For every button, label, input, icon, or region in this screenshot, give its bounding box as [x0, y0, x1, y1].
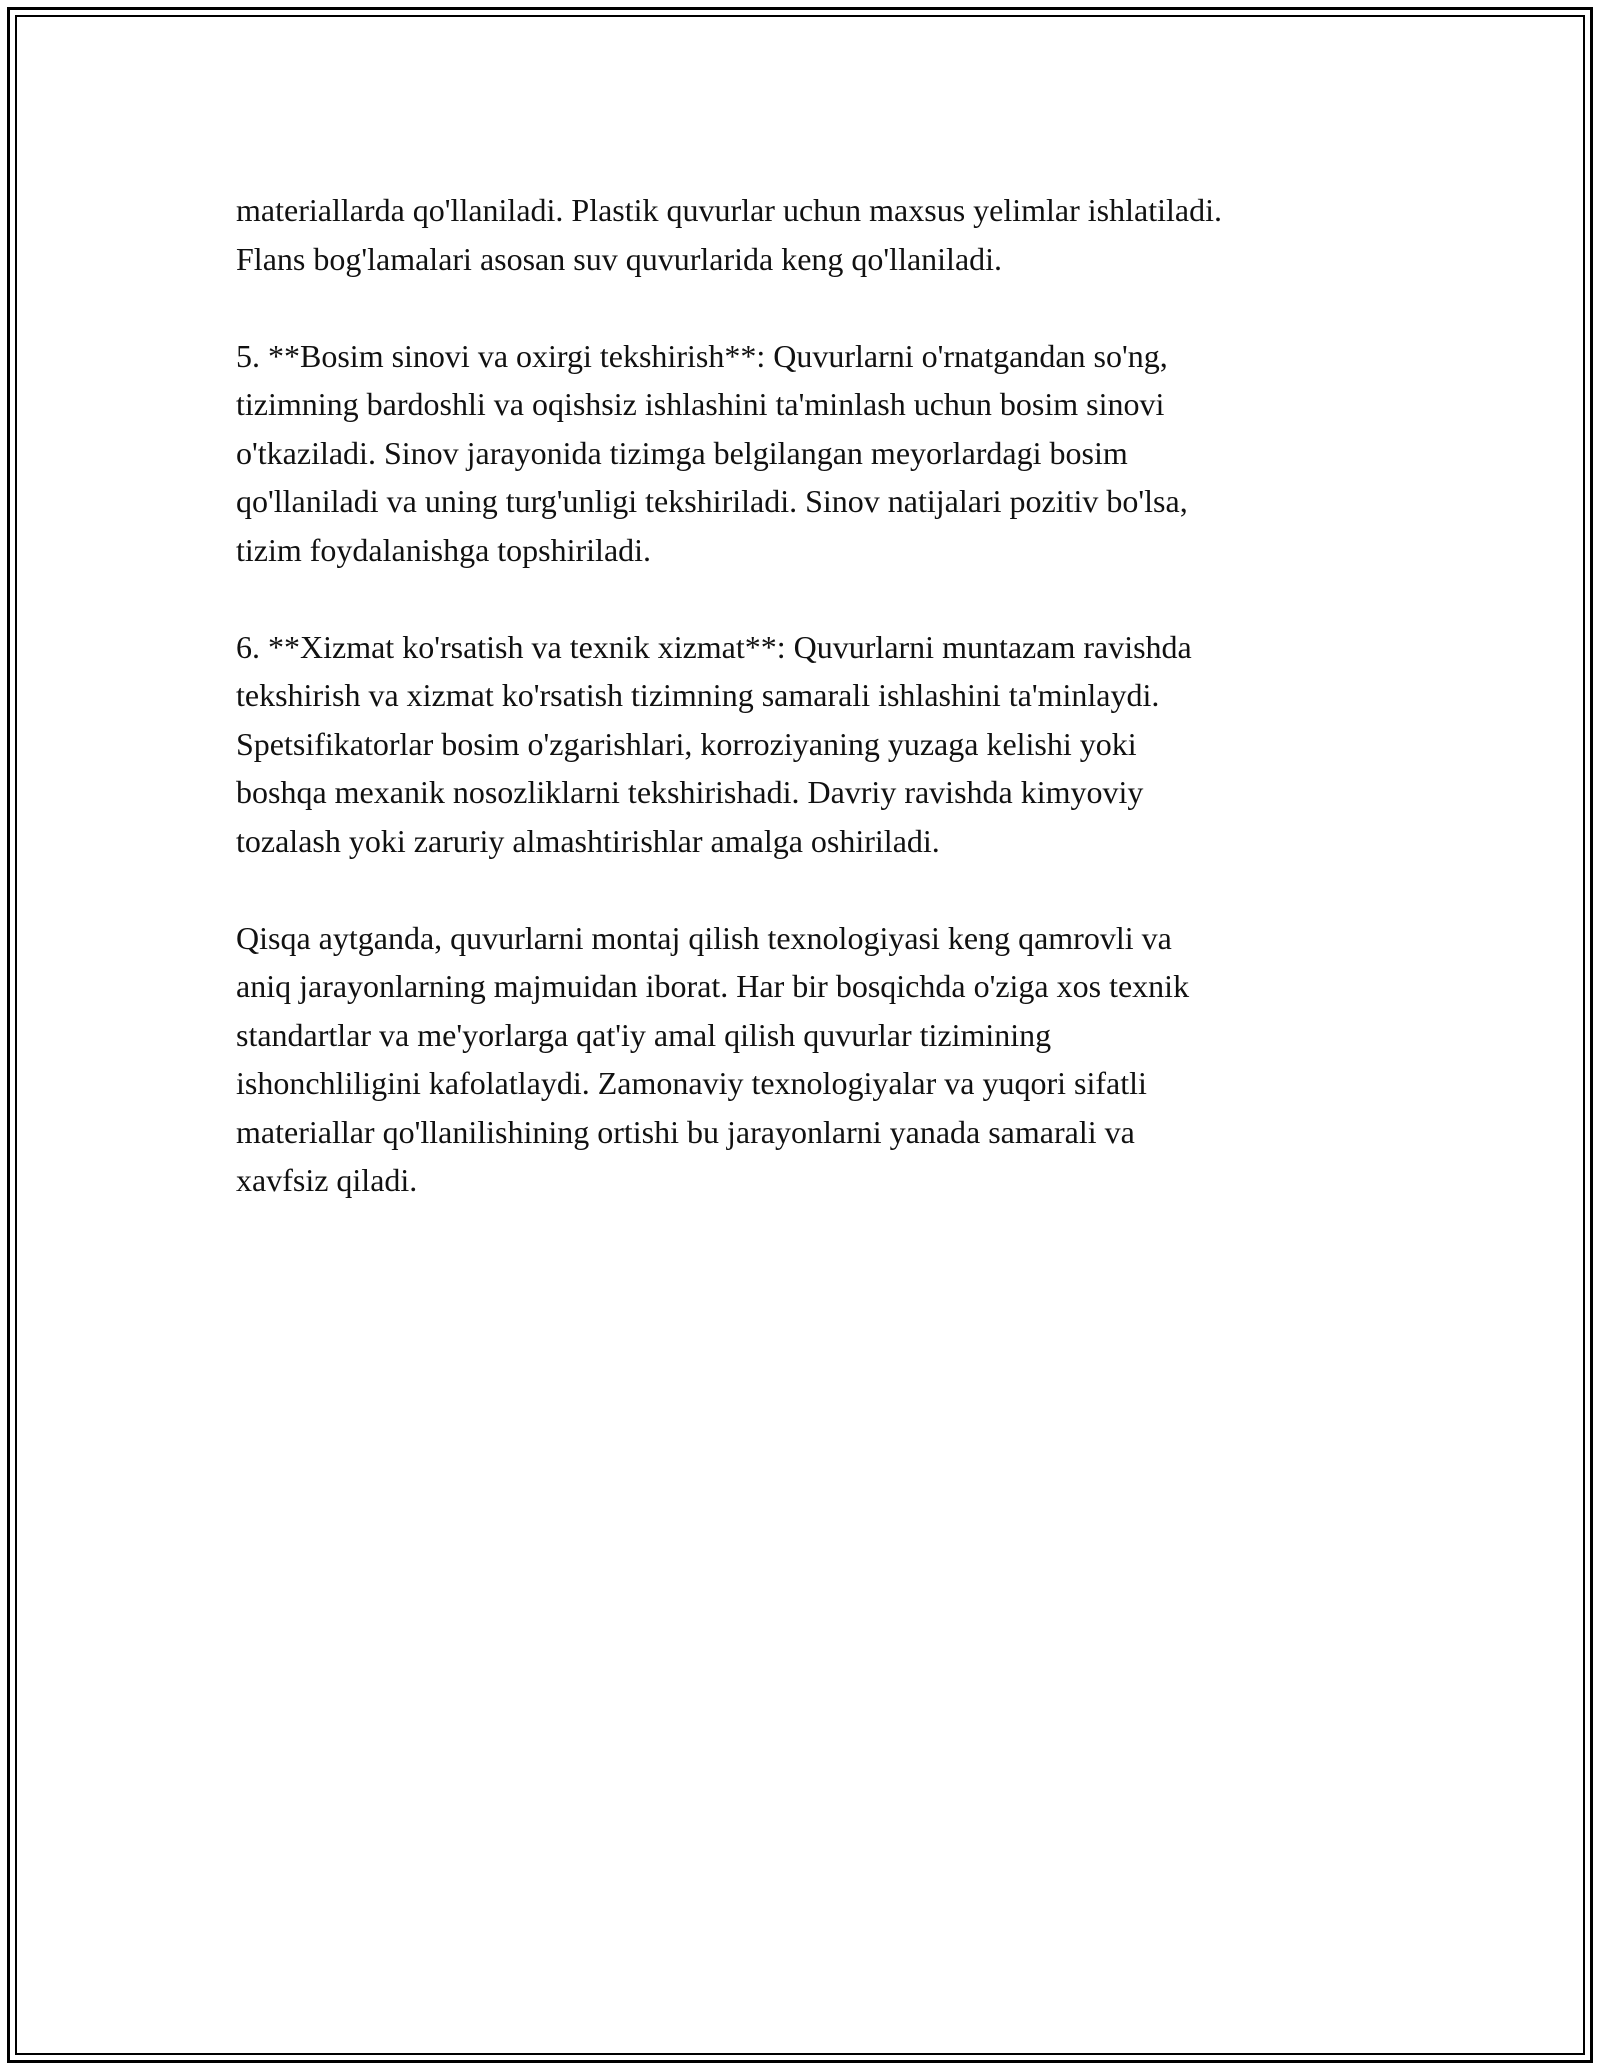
- text-line: Qisqa aytganda, quvurlarni montaj qilish texnologiyasi keng qamrovli va: [236, 919, 1172, 956]
- text-line: materiallarda qo'llaniladi. Plastik quvurlar uchun maxsus yelimlar ishlatiladi.: [236, 192, 1222, 228]
- text-line: tozalash yoki zaruriy almashtirishlar amalga oshiriladi.: [236, 822, 940, 859]
- text-line: ishonchliligini kafolatlaydi. Zamonaviy texnologiyalar va yuqori sifatli: [236, 1065, 1147, 1101]
- text-line: qo'llaniladi va uning turg'unligi tekshiriladi. Sinov natijalari pozitiv bo'lsa,: [236, 483, 1188, 519]
- paragraph-flanges: [236, 186, 1386, 283]
- text-line: tizimning bardoshli va oqishsiz ishlashini ta'minlash uchun bosim sinovi: [236, 386, 1165, 422]
- text-line: tizim foydalanishga topshiriladi.: [236, 531, 652, 568]
- text-line: Flans bog'lamalari asosan suv quvurlarida keng qo'llaniladi.: [236, 240, 1003, 277]
- text-line: standartlar va me'yorlarga qat'iy amal qilish quvurlar tizimining: [236, 1016, 1052, 1053]
- text-line: aniq jarayonlarning majmuidan iborat. Har bir bosqichda o'ziga xos texnik: [236, 968, 1190, 1004]
- paragraph-pressure-test: [236, 332, 1386, 575]
- text-line: tekshirish va xizmat ko'rsatish tizimning samarali ishlashini ta'minlaydi.: [236, 677, 1160, 713]
- text-line: 6. **Xizmat ko'rsatish va texnik xizmat**: Quvurlarni muntazam ravishda: [236, 628, 1192, 665]
- text-line: Spetsifikatorlar bosim o'zgarishlari, korroziyaning yuzaga kelishi yoki: [236, 725, 1137, 762]
- paragraph-summary: [236, 914, 1386, 1205]
- text-line: o'tkaziladi. Sinov jarayonida tizimga belgilangan meyorlardagi bosim: [236, 434, 1128, 471]
- text-line: 5. **Bosim sinovi va oxirgi tekshirish**: Quvurlarni o'rnatgandan so'ng,: [236, 337, 1168, 374]
- paragraph-maintenance: [236, 623, 1386, 866]
- document-body: [236, 186, 1386, 1253]
- text-line: xavfsiz qiladi.: [236, 1162, 418, 1198]
- text-line: boshqa mexanik nosozliklarni tekshirishadi. Davriy ravishda kimyoviy: [236, 774, 1144, 810]
- text-line: materiallar qo'llanilishining ortishi bu jarayonlarni yanada samarali va: [236, 1113, 1135, 1150]
